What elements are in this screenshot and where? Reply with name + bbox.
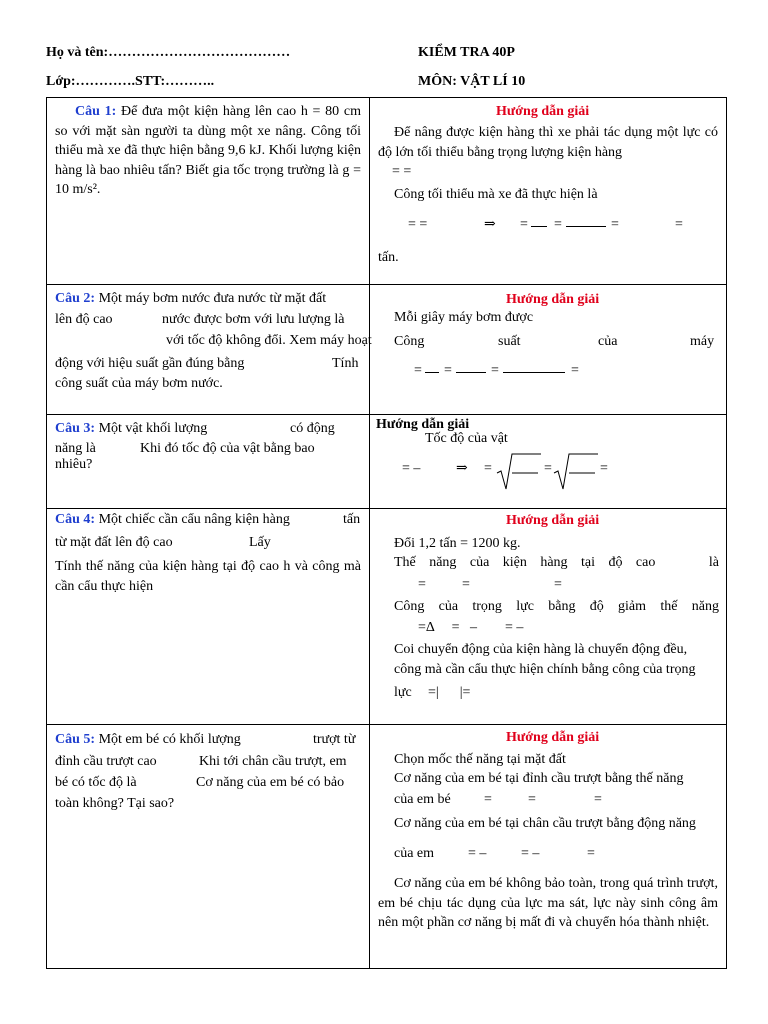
answer-4-eq-2: =Δ = – = – <box>418 620 524 635</box>
question-2-line-2b: nước được bơm với lưu lượng là <box>162 312 345 327</box>
question-3-line-2a: năng là <box>55 441 96 456</box>
answer-5-eq-1a: = <box>484 792 492 807</box>
question-2-line-3: với tốc độ không đổi. Xem máy hoạt <box>166 333 372 348</box>
answer-3-eq-1: = – <box>402 461 421 476</box>
answer-1-para-1: Để nâng được kiện hàng thì xe phải tác dụng một lực có độ lớn tối thiểu bằng trọng lượng kiện hàng <box>378 125 718 160</box>
word: của <box>469 555 490 570</box>
answer-2-word-4: máy <box>690 334 715 349</box>
question-row-1 <box>47 98 727 285</box>
answer-1-unit: tấn. <box>378 250 399 265</box>
question-4-line-3: Tính thế năng của kiện hàng tại độ cao h và công mà cần cẩu thực hiện <box>55 559 361 594</box>
word: tại <box>581 555 596 570</box>
question-5-line-2a: đỉnh cầu trượt cao <box>55 754 157 769</box>
answer-5-para-1: Chọn mốc thế năng tại mặt đất <box>394 752 566 767</box>
question-5-line-1a <box>55 732 241 748</box>
question-row-2 <box>47 285 727 415</box>
answer-4-para-4: Coi chuyển động của kiện hàng là chuyển động đều, <box>394 642 688 657</box>
answer-5-eq-2c: = <box>587 846 595 861</box>
implies-arrow-icon: ⇒ <box>484 217 496 232</box>
question-2-line-1 <box>55 291 326 307</box>
question-5-label: Câu 5: <box>55 732 96 747</box>
question-5-line-2b: Khi tới chân cầu trượt, em <box>199 754 347 769</box>
answer-cell-3 <box>370 415 727 509</box>
word: cao <box>635 555 656 570</box>
question-3-text: Một vật khối lượng <box>95 421 208 436</box>
question-2-label: Câu 2: <box>55 291 96 306</box>
answer-5-eq-2a: = – <box>468 846 487 861</box>
question-4-label: Câu 4: <box>55 512 96 527</box>
question-3-line-2b: Khi đó tốc độ của vật bằng bao <box>140 441 315 456</box>
answer-4-para-5: công mà cần cẩu thực hiện chính bằng công của trọng <box>394 662 696 677</box>
question-cell-3 <box>47 415 370 509</box>
answer-1-eq-2b: = <box>520 217 528 232</box>
exam-table <box>46 97 727 969</box>
fraction-bar <box>531 226 547 227</box>
answer-1-eq-2e: = <box>675 217 683 232</box>
question-2-line-4b: Tính <box>332 356 359 371</box>
question-2-line-2a: lên độ cao <box>55 312 113 327</box>
question-4-line-2b: Lấy <box>249 535 271 550</box>
question-5-line-3a: bé có tốc độ là <box>55 775 137 790</box>
word: trọng <box>472 599 502 614</box>
question-row-3 <box>47 415 727 509</box>
word: độ <box>589 599 604 614</box>
test-title: KIỂM TRA 40P <box>418 45 515 60</box>
word: giảm <box>618 599 647 614</box>
answer-4-para-6: lực <box>394 685 412 700</box>
word: là <box>708 555 719 570</box>
question-4-line-2a: từ mặt đất lên độ cao <box>55 535 173 550</box>
answer-5-para-3: của em bé <box>394 792 451 807</box>
question-cell-5 <box>47 725 370 969</box>
answer-1-eq-2c: = <box>554 217 562 232</box>
answer-2-eq-4: = <box>571 363 579 378</box>
fraction-bar <box>566 226 606 227</box>
word: Thế <box>394 555 416 570</box>
answer-2-title: Hướng dẫn giải <box>506 292 600 307</box>
answer-4-eq-1b: = <box>462 577 470 592</box>
answer-4-title: Hướng dẫn giải <box>506 513 600 528</box>
question-cell-2 <box>47 285 370 415</box>
square-root-icon <box>553 451 599 493</box>
fraction-bar <box>503 372 565 373</box>
answer-4-para-1: Đổi 1,2 tấn = 1200 kg. <box>394 536 521 551</box>
answer-5-title: Hướng dẫn giải <box>506 730 600 745</box>
answer-1-title: Hướng dẫn giải <box>496 104 590 119</box>
answer-5-eq-1b: = <box>528 792 536 807</box>
answer-cell-4 <box>370 509 727 725</box>
answer-5-para-6: Cơ năng của em bé không bảo toàn, trong quá trình trượt, em bé chịu tác dụng của lực ma sát, lực này sinh công âm nên một phần cơ năng bị mất đi và chuyển hóa thành nhiệt. <box>378 876 718 930</box>
fraction-bar <box>425 372 439 373</box>
answer-4-eq-3: =| |= <box>428 685 471 700</box>
question-3-line-1b: có động <box>290 421 335 436</box>
answer-3-eq-2: = <box>484 461 492 476</box>
answer-1-eq-2d: = <box>611 217 619 232</box>
question-3-label: Câu 3: <box>55 421 96 436</box>
question-1-text <box>55 102 361 200</box>
question-cell-1 <box>47 98 370 285</box>
question-2-text: Một máy bơm nước đưa nước từ mặt đất <box>95 291 327 306</box>
answer-cell-5 <box>370 725 727 969</box>
answer-2-word-2: suất <box>498 334 521 349</box>
answer-1-eq-2a: = = <box>408 217 428 232</box>
question-4-line-1a <box>55 512 290 528</box>
answer-5-eq-1c: = <box>594 792 602 807</box>
word: của <box>438 599 459 614</box>
question-4-line-1b: tấn <box>343 512 361 527</box>
answer-3-eq-3: = <box>544 461 552 476</box>
subject-title: MÔN: VẬT LÍ 10 <box>418 74 526 89</box>
word: năng <box>691 599 719 614</box>
question-row-4 <box>47 509 727 725</box>
question-5-text: Một em bé có khối lượng <box>95 732 241 747</box>
question-row-5 <box>47 725 727 969</box>
answer-2-word-1: Công <box>394 334 425 349</box>
class-number-field: Lớp:………….STT:……….. <box>46 74 215 89</box>
word: thế <box>660 599 678 614</box>
word: Công <box>394 599 425 614</box>
answer-4-para-3 <box>394 599 719 615</box>
answer-cell-2 <box>370 285 727 415</box>
question-3-line-1a <box>55 421 207 437</box>
answer-cell-1 <box>370 98 727 285</box>
answer-2-para-1: Mỗi giây máy bơm được <box>394 310 534 325</box>
question-2-line-5: công suất của máy bơm nước. <box>55 376 223 391</box>
question-1-label: Câu 1: <box>75 104 117 119</box>
answer-5-para-5: của em <box>394 846 435 861</box>
answer-1-eq-1: = = <box>392 164 412 179</box>
answer-5-para-2: Cơ năng của em bé tại đỉnh cầu trượt bằng thế năng <box>394 771 684 786</box>
word: năng <box>429 555 457 570</box>
question-3-line-3: nhiêu? <box>55 457 93 472</box>
answer-3-para-1: Tốc độ của vật <box>425 431 508 446</box>
student-name-field: Họ và tên:………………………………… <box>46 45 291 60</box>
question-2-line-4a: động với hiệu suất gần đúng bằng <box>55 356 245 371</box>
answer-3-eq-4: = <box>600 461 608 476</box>
answer-2-eq-1: = <box>414 363 422 378</box>
question-5-line-4: toàn không? Tại sao? <box>55 796 175 811</box>
square-root-icon <box>496 451 542 493</box>
answer-2-eq-3: = <box>491 363 499 378</box>
question-4-text: Một chiếc cần cẩu nâng kiện hàng <box>95 512 290 527</box>
answer-2-word-3: của <box>598 334 618 349</box>
answer-1-para-2: Công tối thiểu mà xe đã thực hiện là <box>394 187 598 202</box>
word: độ <box>608 555 623 570</box>
answer-4-eq-1a: = <box>418 577 426 592</box>
implies-arrow-icon: ⇒ <box>456 461 468 476</box>
question-cell-4 <box>47 509 370 725</box>
answer-4-eq-1c: = <box>554 577 562 592</box>
question-5-line-1b: trượt từ <box>313 732 356 747</box>
answer-4-para-2 <box>394 555 719 571</box>
word: lực <box>516 599 534 614</box>
answer-5-para-4: Cơ năng của em bé tại chân cầu trượt bằng động năng <box>394 816 696 831</box>
word: hàng <box>540 555 568 570</box>
answer-2-eq-2: = <box>444 363 452 378</box>
question-5-line-3b: Cơ năng của em bé có bảo <box>196 775 345 790</box>
answer-5-eq-2b: = – <box>521 846 540 861</box>
question-1-body: Để đưa một kiện hàng lên cao h = 80 cm so với mặt sàn người ta dùng một xe nâng. Công tối thiểu mà xe đã thực hiện bằng 9,6 kJ. Khối lượng kiện hàng là bao nhiêu tấn? Biết gia tốc trọng trường là g = 10 m/s². <box>55 104 361 197</box>
answer-3-title: Hướng dẫn giải <box>376 417 470 432</box>
word: bằng <box>548 599 576 614</box>
word: kiện <box>502 555 527 570</box>
fraction-bar <box>456 372 486 373</box>
